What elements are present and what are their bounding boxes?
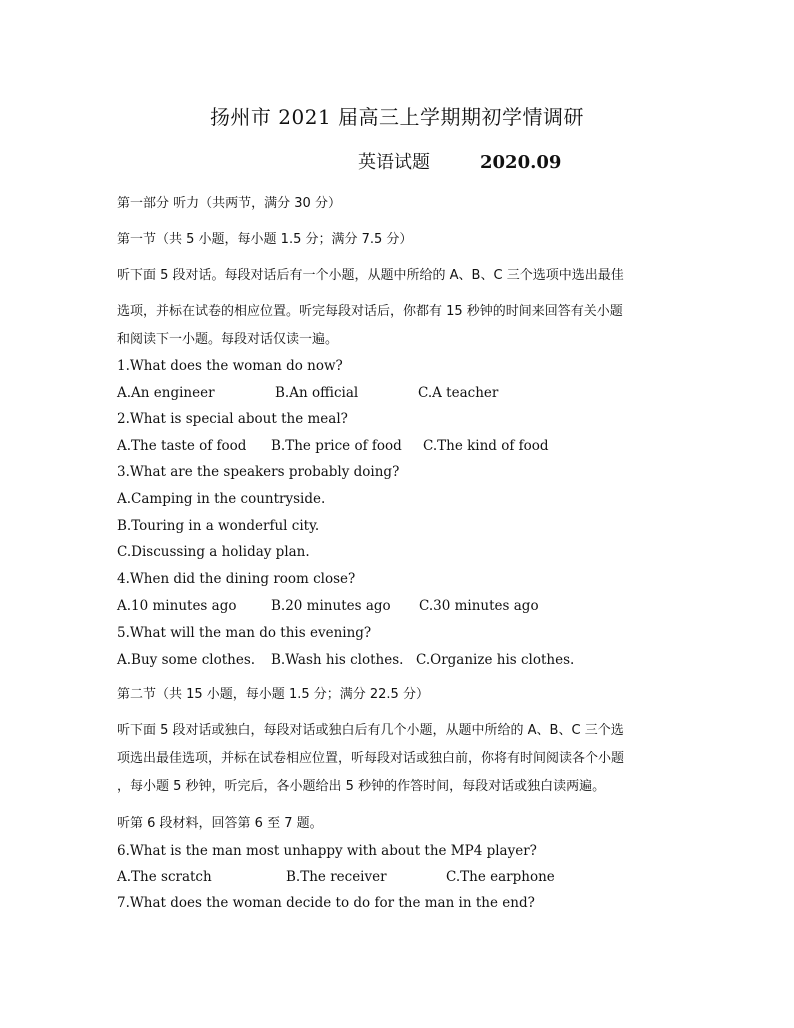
option-c: C.A teacher [418,385,499,401]
question-text: 4.When did the dining room close? [117,571,356,587]
exam-date: 2020.09 [480,152,562,173]
question-text: 6.What is the man most unhappy with about the MP4 player? [117,843,537,859]
section1-instruction-line: 听下面 5 段对话。每段对话后有一个小题，从题中所给的 A、B、C 三个选项中选出最佳 [117,268,624,283]
option-c: C.Organize his clothes. [416,652,575,668]
option-c: C.The kind of food [423,438,549,454]
section2-instruction-line: ，每小题 5 秒钟，听完后，各小题给出 5 秒钟的作答时间，每段对话或独白读两遍。 [117,779,606,794]
question-text: 5.What will the man do this evening? [117,625,372,641]
section2-heading: 第二节（共 15 小题，每小题 1.5 分；满分 22.5 分） [117,687,429,702]
option-b: B.The receiver [286,869,387,885]
subject-label: 英语试题 [358,152,430,173]
part1-heading: 第一部分 听力（共两节，满分 30 分） [117,196,341,211]
section2-instruction-line: 听下面 5 段对话或独白，每段对话或独白后有几个小题，从题中所给的 A、B、C 三个选 [117,723,624,738]
option-b: B.An official [275,385,359,401]
section1-instruction-line: 和阅读下一小题。每段对话仅读一遍。 [117,332,339,347]
option-a: A.The scratch [117,869,212,885]
exam-subtitle [358,148,561,174]
question-text: 3.What are the speakers probably doing? [117,464,400,480]
option-a: A.Buy some clothes. [117,652,256,668]
option-c: C.Discussing a holiday plan. [117,544,310,560]
option-a: A.An engineer [117,385,215,401]
option-c: C.30 minutes ago [419,598,539,614]
option-b: B.Touring in a wonderful city. [117,518,320,534]
option-b: B.20 minutes ago [271,598,391,614]
option-b: B.Wash his clothes. [271,652,404,668]
question-text: 2.What is special about the meal? [117,411,348,427]
material-note: 听第 6 段材料，回答第 6 至 7 题。 [117,816,323,831]
option-a: A.The taste of food [117,438,247,454]
section2-instruction-line: 项选出最佳选项，并标在试卷相应位置，听每段对话或独白前，你将有时间阅读各个小题 [117,751,625,766]
question-text: 1.What does the woman do now? [117,358,343,374]
option-c: C.The earphone [446,869,555,885]
section1-instruction-line: 选项，并标在试卷的相应位置。听完每段对话后，你都有 15 秒钟的时间来回答有关小题 [117,304,623,319]
option-b: B.The price of food [271,438,402,454]
exam-title: 扬州市 2021 届高三上学期期初学情调研 [209,105,585,129]
option-a: A.Camping in the countryside. [117,491,326,507]
section1-heading: 第一节（共 5 小题，每小题 1.5 分；满分 7.5 分） [117,232,413,247]
question-text: 7.What does the woman decide to do for the man in the end? [117,895,535,911]
option-a: A.10 minutes ago [117,598,237,614]
